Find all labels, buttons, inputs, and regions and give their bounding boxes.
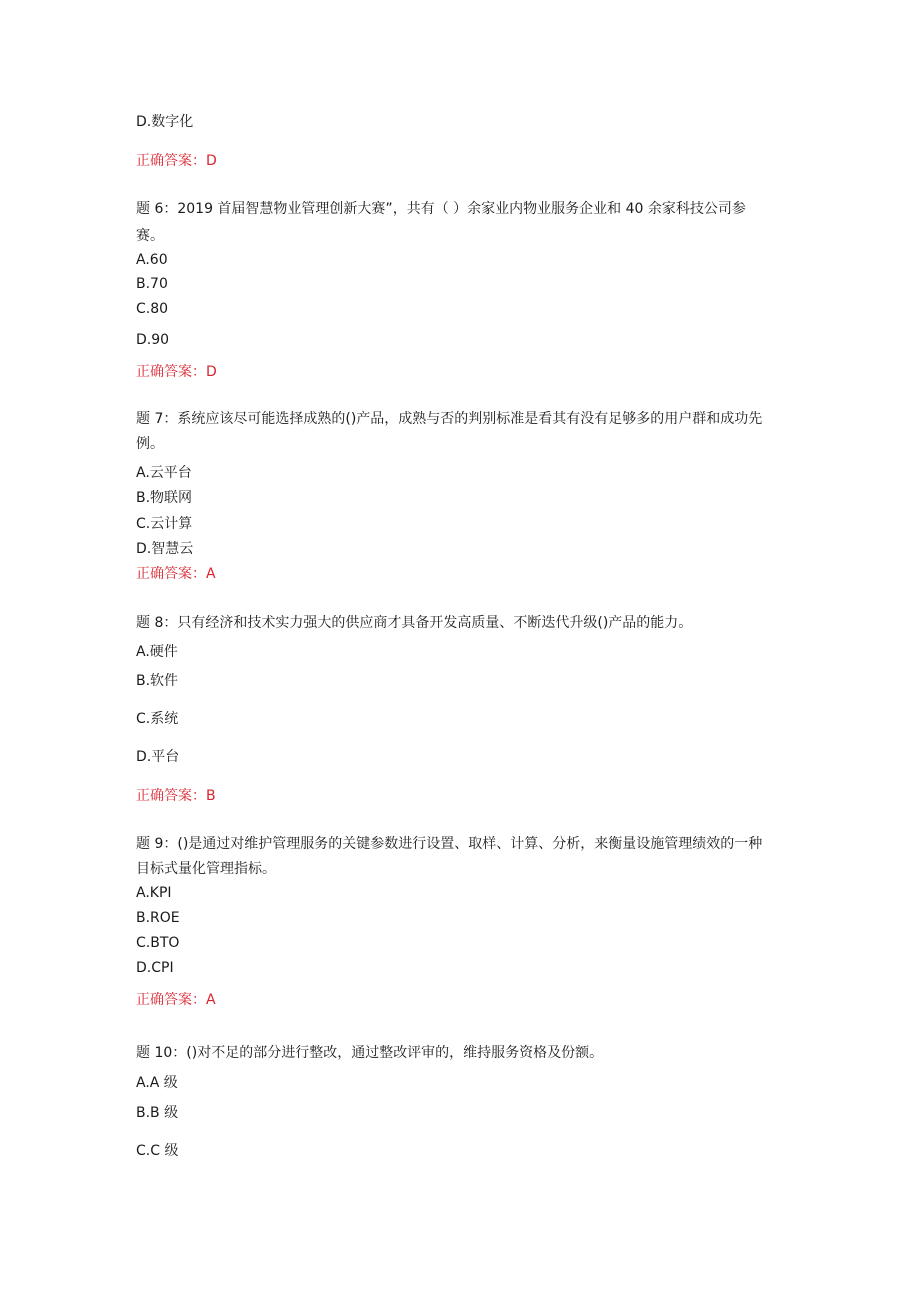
q8-answer xyxy=(136,787,216,805)
answer-label: 正确答案： xyxy=(136,364,206,380)
answer-label: 正确答案： xyxy=(136,992,206,1008)
q7-option-a: A.云平台 xyxy=(136,465,192,481)
q7-answer xyxy=(136,565,216,583)
q6-option-b: B.70 xyxy=(136,276,168,292)
q7-option-d: D.智慧云 xyxy=(136,541,194,557)
q9-option-c: C.BTO xyxy=(136,935,180,951)
q6-answer xyxy=(136,363,217,381)
q5-option-d: D.数字化 xyxy=(136,114,194,130)
answer-label: 正确答案： xyxy=(136,566,206,582)
answer-value: D xyxy=(206,153,217,169)
q8-option-b: B.软件 xyxy=(136,673,179,689)
answer-value: B xyxy=(206,788,216,804)
q5-answer xyxy=(136,152,217,170)
q8-option-a: A.硬件 xyxy=(136,644,178,660)
q8-option-c: C.系统 xyxy=(136,711,179,727)
q10-option-b: B.B 级 xyxy=(136,1105,179,1121)
q9-title-line2: 目标式量化管理指标。 xyxy=(136,861,276,877)
q6-title-line2: 赛。 xyxy=(136,228,164,244)
q8-title: 题 8：只有经济和技术实力强大的供应商才具备开发高质量、不断迭代升级()产品的能力。 xyxy=(136,615,693,631)
q9-option-d: D.CPI xyxy=(136,960,174,976)
q10-option-a: A.A 级 xyxy=(136,1075,178,1091)
answer-value: D xyxy=(206,364,217,380)
q10-title: 题 10：()对不足的部分进行整改，通过整改评审的，维持服务资格及份额。 xyxy=(136,1045,604,1061)
q8-option-d: D.平台 xyxy=(136,749,180,765)
q6-option-d: D.90 xyxy=(136,332,170,348)
q7-title-line1: 题 7：系统应该尽可能选择成熟的()产品，成熟与否的判别标准是看其有没有足够多的用户群和成功先 xyxy=(136,411,763,427)
q7-option-c: C.云计算 xyxy=(136,516,193,532)
q7-option-b: B.物联网 xyxy=(136,490,193,506)
answer-value: A xyxy=(206,566,216,582)
q10-option-c: C.C 级 xyxy=(136,1143,179,1159)
q9-title-line1: 题 9：()是通过对维护管理服务的关键参数进行设置、取样、计算、分析，来衡量设施管理绩效的一种 xyxy=(136,836,763,852)
q6-title-line1: 题 6：2019 首届智慧物业管理创新大赛”，共有（ ）余家业内物业服务企业和 40 余家科技公司参 xyxy=(136,201,746,217)
q6-option-a: A.60 xyxy=(136,252,168,268)
q9-answer xyxy=(136,991,216,1009)
answer-value: A xyxy=(206,992,216,1008)
answer-label: 正确答案： xyxy=(136,153,206,169)
q6-option-c: C.80 xyxy=(136,301,169,317)
q7-title-line2: 例。 xyxy=(136,436,164,452)
q9-option-b: B.ROE xyxy=(136,910,180,926)
answer-label: 正确答案： xyxy=(136,788,206,804)
q9-option-a: A.KPI xyxy=(136,885,172,901)
